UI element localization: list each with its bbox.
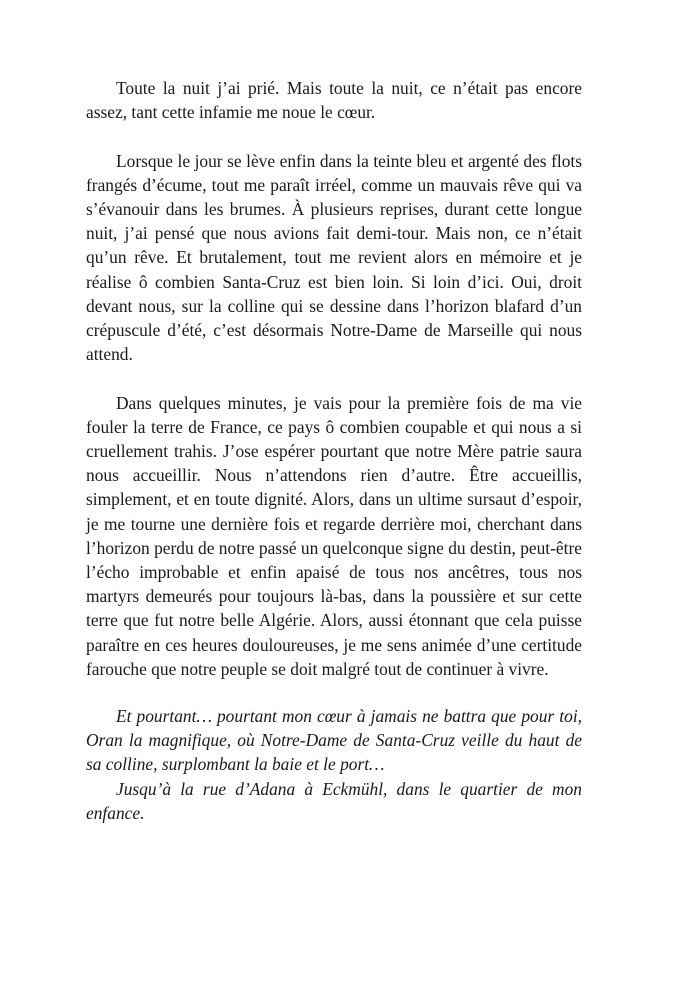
italic-paragraph-oran: Et pourtant… pourtant mon cœur à jamais ne battra que pour toi, Oran la magnifique, où Notre-Dame de Santa-Cruz veille du haut de sa colline, surplombant la baie et le port… (86, 706, 582, 775)
paragraph-prayer: Toute la nuit j’ai prié. Mais toute la nuit, ce n’était pas encore assez, tant cette infamie me noue le cœur. (86, 78, 582, 123)
paragraph-arrival: Dans quelques minutes, je vais pour la première fois de ma vie fouler la terre de France, ce pays ô combien coupable et qui nous a si cruellement trahis. J’ose espérer pourtant que notre Mère patrie saura nous accueillir. Nous n’attendons rien d’autre. Être accueillis, simplement, et en toute dignité. Alors, dans un ultime sursaut d’espoir, je me tourne une dernière fois et regarde derrière moi, cherchant dans l’horizon perdu de notre passé un quelconque signe du destin, peut-être l’écho improbable et enfin apaisé de tous nos ancêtres, tous nos martyrs demeurés pour toujours là-bas, dans la poussière et sur cette terre que fut notre belle Algérie. Alors, aussi étonnant que cela puisse paraître en ces heures douloureuses, je me sens animée d’une certitude farouche que notre peuple se doit malgré tout de continuer à vivre. (86, 392, 582, 679)
italic-paragraph-eckmuhl: Jusqu’à la rue d’Adana à Eckmühl, dans le quartier de mon enfance. (86, 778, 582, 823)
body-text (86, 76, 582, 825)
paragraph-dawn: Lorsque le jour se lève enfin dans la teinte bleu et argenté des flots frangés d’écume, tout me paraît irréel, comme un mauvais rêve qui va s’évanouir dans les brumes. À plusieurs reprises, durant cette longue nuit, j’ai pensé que nous avions fait demi-tour. Mais non, ce n’était qu’un rêve. Et brutalement, tout me revient alors en mémoire et je réalise ô combien Santa-Cruz est bien loin. Si loin d’ici. Oui, droit devant nous, sur la colline qui se dessine dans l’horizon blafard d’un crépuscule d’été, c’est désormais Notre-Dame de Marseille qui nous attend. (86, 150, 582, 365)
